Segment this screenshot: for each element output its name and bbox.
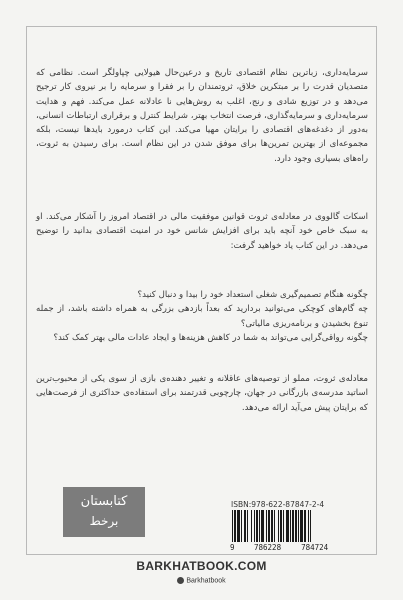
barcode-bar bbox=[234, 510, 236, 542]
barcode-bar bbox=[254, 510, 255, 542]
barcode-bar bbox=[280, 510, 282, 542]
barcode-bar bbox=[247, 510, 248, 542]
barcode-bar bbox=[286, 510, 289, 542]
instagram-icon bbox=[177, 577, 184, 584]
barcode-bar bbox=[237, 510, 240, 542]
blurb-closing bbox=[36, 372, 368, 415]
barcode-bar bbox=[266, 510, 267, 542]
publisher-logo-line-1: کتابستان bbox=[80, 494, 128, 509]
barcode-digit-group-2: 784724 bbox=[301, 543, 329, 552]
barcode-digit-group-1: 786228 bbox=[254, 543, 282, 552]
barcode-bar bbox=[256, 510, 258, 542]
publisher-logo bbox=[63, 487, 145, 537]
blurb-paragraph-2: اسکات گالووی در معادله‌ی ثروت قوانین موفقیت مالی در اقتصاد امروز را آشکار می‌کند. او به سبک خاص خود آنچه باید برای افزایش شانس خود در امنیت اقتصادی بدانید را توضیح می‌دهد. در این کتاب یاد خواهید گرفت: bbox=[36, 212, 368, 251]
blurb-paragraph-3: معادله‌ی ثروت، مملو از توصیه‌های عاقلانه و تغییر دهنده‌ی بازی از سوی یکی از محبوب‌ترین اساتید مدرسه‌ی بازرگانی در جهان، چارچوبی قدرتمند برای استفاده‌ی حداکثری از فرصت‌هایی که برایتان پیش می‌آید ارائه می‌دهد. bbox=[36, 374, 368, 413]
barcode-bar bbox=[292, 510, 294, 542]
barcode-bar bbox=[298, 510, 299, 542]
blurb-paragraph-1: سرمایه‌داری، زباترین نظام اقتصادی تاریخ و درعین‌حال هیولایی چپاولگر است. نظامی که متصدیان قدرت را بر مبتکرین خلاق، ثروتمندان را بر فقرا و سرمایه را بر نیروی کار ترجیح می‌دهد و در توزیع شادی و رنج، اغلب به روش‌هایی نا عادلانه عمل می‌کند. فهم و هدایت سرمایه‌داری و سرمایه‌گذاری، فرصت انتخاب بهتر، شرایط کنترل و برقراری ارتباطات انسانی، به‌دور از دغدغه‌های اقتصادی را برایتان مهیا می‌کند. این کتاب درمورد بایدها نیست، بلکه مجموعه‌ای از بهترین تمرین‌ها برای موفق شدن در این نظام است. برای رسیدن به ثروت، راه‌های بسیاری وجود دارد. bbox=[36, 68, 368, 164]
barcode-icon bbox=[232, 510, 347, 542]
barcode-bar bbox=[261, 510, 264, 542]
barcode-bar bbox=[304, 510, 306, 542]
question-1: چگونه هنگام تصمیم‌گیری شغلی استعداد خود را بیدا و دنبال کنید؟ bbox=[137, 290, 368, 300]
barcode-bar bbox=[310, 510, 311, 542]
isbn-label: ISBN:978-622-87847-2-4 bbox=[231, 500, 325, 509]
barcode-bar bbox=[259, 510, 260, 542]
barcode-bar bbox=[241, 510, 242, 542]
publisher-logo-line-2: برخط bbox=[89, 514, 119, 528]
social-handle-text: Barkhatbook bbox=[186, 577, 226, 585]
question-list bbox=[36, 288, 368, 345]
barcode-bar bbox=[278, 510, 279, 542]
barcode-bar bbox=[268, 510, 270, 542]
barcode-bar bbox=[274, 510, 275, 542]
barcode-bar bbox=[251, 510, 252, 542]
barcode-bar bbox=[244, 510, 246, 542]
barcode-bar bbox=[300, 510, 303, 542]
barcode-bar bbox=[308, 510, 309, 542]
blurb-summary bbox=[36, 210, 368, 253]
question-3: چگونه رواقی‌گرایی می‌تواند به شما در کاهش هزینه‌ها و ایجاد عادات مالی بهتر کمک کند؟ bbox=[53, 332, 368, 343]
social-handle bbox=[0, 577, 403, 584]
question-2: چه گام‌های کوچکی می‌توانید بردارید که بعداً بازدهی بزرگی به همراه داشته باشد، از جمله تنوع بخشیدن و برنامه‌ریزی مالیاتی؟ bbox=[36, 304, 368, 329]
barcode-digits bbox=[230, 543, 355, 552]
barcode-bar bbox=[271, 510, 273, 542]
barcode-bar bbox=[295, 510, 297, 542]
barcode-bar bbox=[290, 510, 291, 542]
website-url: BARKHATBOOK.COM bbox=[136, 559, 267, 573]
blurb-intro bbox=[36, 66, 368, 166]
barcode-bar bbox=[232, 510, 233, 542]
barcode-digit-prefix: 9 bbox=[230, 543, 235, 552]
barcode-bar bbox=[283, 510, 284, 542]
